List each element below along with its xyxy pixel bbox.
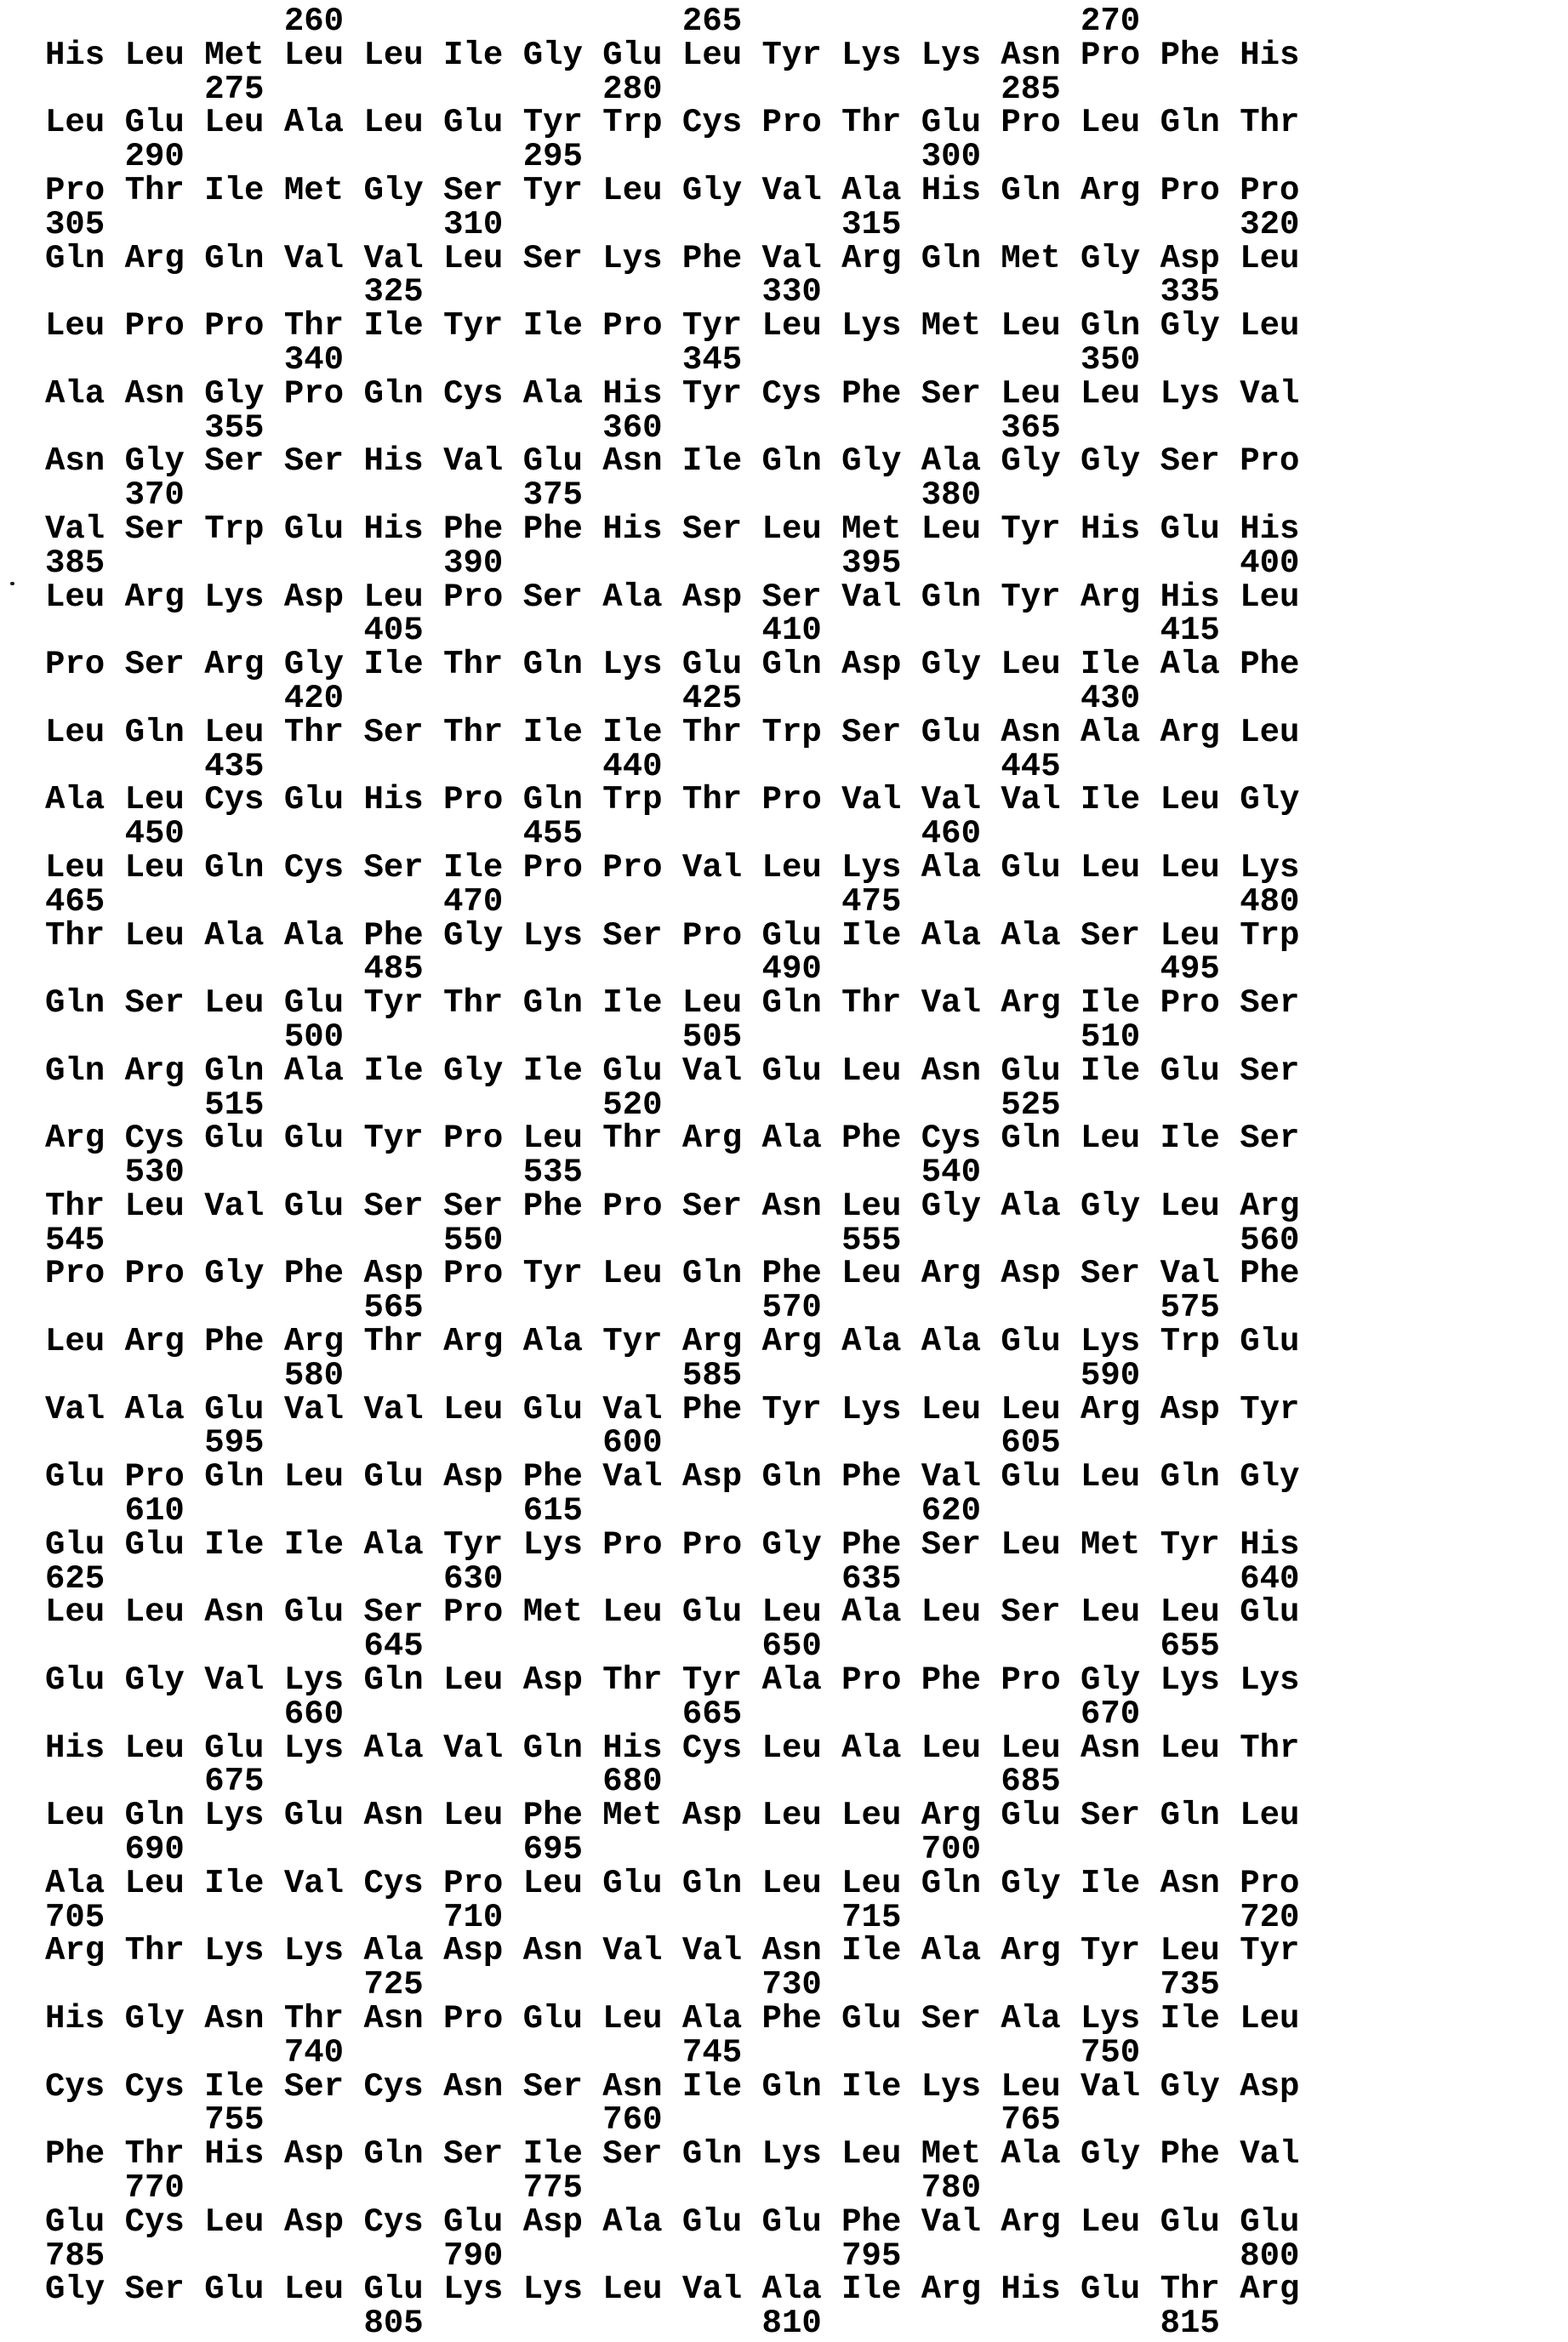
sequence-row: Leu Gln Leu Thr Ser Thr Ile Ile Thr Trp Ser Glu Asn Ala Arg Leu xyxy=(45,713,1300,751)
position-number-row: 260 265 270 xyxy=(45,3,1141,40)
sequence-row: His Leu Met Leu Leu Ile Gly Glu Leu Tyr Lys Lys Asn Pro Phe His xyxy=(45,36,1300,74)
position-number-row: 705 710 715 720 xyxy=(45,1898,1300,1936)
sequence-row: Leu Arg Lys Asp Leu Pro Ser Ala Asp Ser Val Gln Tyr Arg His Leu xyxy=(45,578,1300,616)
sequence-row: Phe Thr His Asp Gln Ser Ile Ser Gln Lys Leu Met Ala Gly Phe Val xyxy=(45,2135,1300,2174)
position-number-row: 500 505 510 xyxy=(45,1017,1141,1056)
position-number-row: 675 680 685 xyxy=(45,1763,1061,1801)
position-number-row: 645 650 655 xyxy=(45,1627,1220,1666)
sequence-row: Asn Gly Ser Ser His Val Glu Asn Ile Gln Gly Ala Gly Gly Ser Pro xyxy=(45,442,1300,481)
position-number-row: 450 455 460 xyxy=(45,815,981,853)
position-number-row: 565 570 575 xyxy=(45,1289,1220,1327)
sequence-row: Thr Leu Ala Ala Phe Gly Lys Ser Pro Glu Ile Ala Ala Ser Leu Trp xyxy=(45,916,1300,954)
sequence-row: Glu Gly Val Lys Gln Leu Asp Thr Tyr Ala Pro Phe Pro Gly Lys Lys xyxy=(45,1661,1300,1700)
position-number-row: 385 390 395 400 xyxy=(45,544,1300,582)
sequence-row: Leu Leu Asn Glu Ser Pro Met Leu Glu Leu Ala Leu Ser Leu Leu Glu xyxy=(45,1593,1300,1632)
position-number-row: 725 730 735 xyxy=(45,1966,1220,2004)
position-number-row: 610 615 620 xyxy=(45,1492,981,1530)
sequence-row: Leu Pro Pro Thr Ile Tyr Ile Pro Tyr Leu Lys Met Leu Gln Gly Leu xyxy=(45,307,1300,345)
sequence-row: Thr Leu Val Glu Ser Ser Phe Pro Ser Asn Leu Gly Ala Gly Leu Arg xyxy=(45,1187,1300,1225)
position-number-row: 530 535 540 xyxy=(45,1154,981,1192)
sequence-row: Pro Thr Ile Met Gly Ser Tyr Leu Gly Val Ala His Gln Arg Pro Pro xyxy=(45,171,1300,209)
sequence-row: Leu Leu Gln Cys Ser Ile Pro Pro Val Leu Lys Ala Glu Leu Leu Lys xyxy=(45,848,1300,886)
position-number-row: 580 585 590 xyxy=(45,1356,1141,1394)
sequence-row: His Gly Asn Thr Asn Pro Glu Leu Ala Phe Glu Ser Ala Lys Ile Leu xyxy=(45,2000,1300,2038)
position-number-row: 625 630 635 640 xyxy=(45,1559,1300,1598)
position-number-row: 420 425 430 xyxy=(45,679,1141,717)
sequence-row: Val Ser Trp Glu His Phe Phe His Ser Leu Met Leu Tyr His Glu His xyxy=(45,510,1300,548)
sequence-row: Ala Leu Cys Glu His Pro Gln Trp Thr Pro Val Val Val Ile Leu Gly xyxy=(45,781,1300,819)
position-number-row: 325 330 335 xyxy=(45,273,1220,311)
position-number-row: 465 470 475 480 xyxy=(45,882,1300,920)
sequence-row: Cys Cys Ile Ser Cys Asn Ser Asn Ile Gln Ile Lys Leu Val Gly Asp xyxy=(45,2067,1300,2106)
position-number-row: 805 810 815 xyxy=(45,2305,1220,2342)
position-number-row: 755 760 765 xyxy=(45,2101,1061,2140)
position-number-row: 545 550 555 560 xyxy=(45,1221,1300,1259)
position-number-row: 770 775 780 xyxy=(45,2169,981,2207)
sequence-row: His Leu Glu Lys Ala Val Gln His Cys Leu Ala Leu Leu Asn Leu Thr xyxy=(45,1729,1300,1767)
position-number-row: 305 310 315 320 xyxy=(45,205,1300,243)
sequence-row: Pro Pro Gly Phe Asp Pro Tyr Leu Gln Phe Leu Arg Asp Ser Val Phe xyxy=(45,1255,1300,1293)
position-number-row: 355 360 365 xyxy=(45,408,1061,447)
position-number-row: 660 665 670 xyxy=(45,1695,1141,1733)
position-number-row: 370 375 380 xyxy=(45,476,981,515)
scan-artifact-dot xyxy=(10,582,14,585)
position-number-row: 690 695 700 xyxy=(45,1831,981,1869)
position-number-row: 485 490 495 xyxy=(45,950,1220,989)
sequence-row: Leu Glu Leu Ala Leu Glu Tyr Trp Cys Pro Thr Glu Pro Leu Gln Thr xyxy=(45,104,1300,142)
position-number-row: 405 410 415 xyxy=(45,612,1220,650)
sequence-row: Gln Arg Gln Val Val Leu Ser Lys Phe Val Arg Gln Met Gly Asp Leu xyxy=(45,239,1300,277)
sequence-row: Ala Asn Gly Pro Gln Cys Ala His Tyr Cys Phe Ser Leu Leu Lys Val xyxy=(45,374,1300,413)
sequence-row: Gln Ser Leu Glu Tyr Thr Gln Ile Leu Gln Thr Val Arg Ile Pro Ser xyxy=(45,984,1300,1023)
sequence-row: Ala Leu Ile Val Cys Pro Leu Glu Gln Leu Leu Gln Gly Ile Asn Pro xyxy=(45,1864,1300,1902)
sequence-row: Arg Cys Glu Glu Tyr Pro Leu Thr Arg Ala Phe Cys Gln Leu Ile Ser xyxy=(45,1120,1300,1158)
sequence-row: Leu Gln Lys Glu Asn Leu Phe Met Asp Leu Leu Arg Glu Ser Gln Leu xyxy=(45,1797,1300,1835)
sequence-row: Gly Ser Glu Leu Glu Lys Lys Leu Val Ala Ile Arg His Glu Thr Arg xyxy=(45,2271,1300,2309)
position-number-row: 515 520 525 xyxy=(45,1086,1061,1124)
sequence-row: Arg Thr Lys Lys Ala Asp Asn Val Val Asn Ile Ala Arg Tyr Leu Tyr xyxy=(45,1932,1300,1970)
position-number-row: 435 440 445 xyxy=(45,747,1061,785)
sequence-row: Pro Ser Arg Gly Ile Thr Gln Lys Glu Gln Asp Gly Leu Ile Ala Phe xyxy=(45,646,1300,684)
sequence-row: Glu Glu Ile Ile Ala Tyr Lys Pro Pro Gly Phe Ser Leu Met Tyr His xyxy=(45,1525,1300,1564)
position-number-row: 290 295 300 xyxy=(45,138,981,176)
position-number-row: 340 345 350 xyxy=(45,340,1141,379)
sequence-row: Gln Arg Gln Ala Ile Gly Ile Glu Val Glu Leu Asn Glu Ile Glu Ser xyxy=(45,1051,1300,1090)
position-number-row: 275 280 285 xyxy=(45,70,1061,108)
position-number-row: 595 600 605 xyxy=(45,1424,1061,1462)
position-number-row: 740 745 750 xyxy=(45,2033,1141,2071)
sequence-row: Leu Arg Phe Arg Thr Arg Ala Tyr Arg Arg Ala Ala Glu Lys Trp Glu xyxy=(45,1323,1300,1361)
sequence-row: Glu Pro Gln Leu Glu Asp Phe Val Asp Gln Phe Val Glu Leu Gln Gly xyxy=(45,1458,1300,1496)
sequence-row: Val Ala Glu Val Val Leu Glu Val Phe Tyr Lys Leu Leu Arg Asp Tyr xyxy=(45,1390,1300,1428)
sequence-row: Glu Cys Leu Asp Cys Glu Asp Ala Glu Glu Phe Val Arg Leu Glu Glu xyxy=(45,2202,1300,2241)
position-number-row: 785 790 795 800 xyxy=(45,2237,1300,2275)
